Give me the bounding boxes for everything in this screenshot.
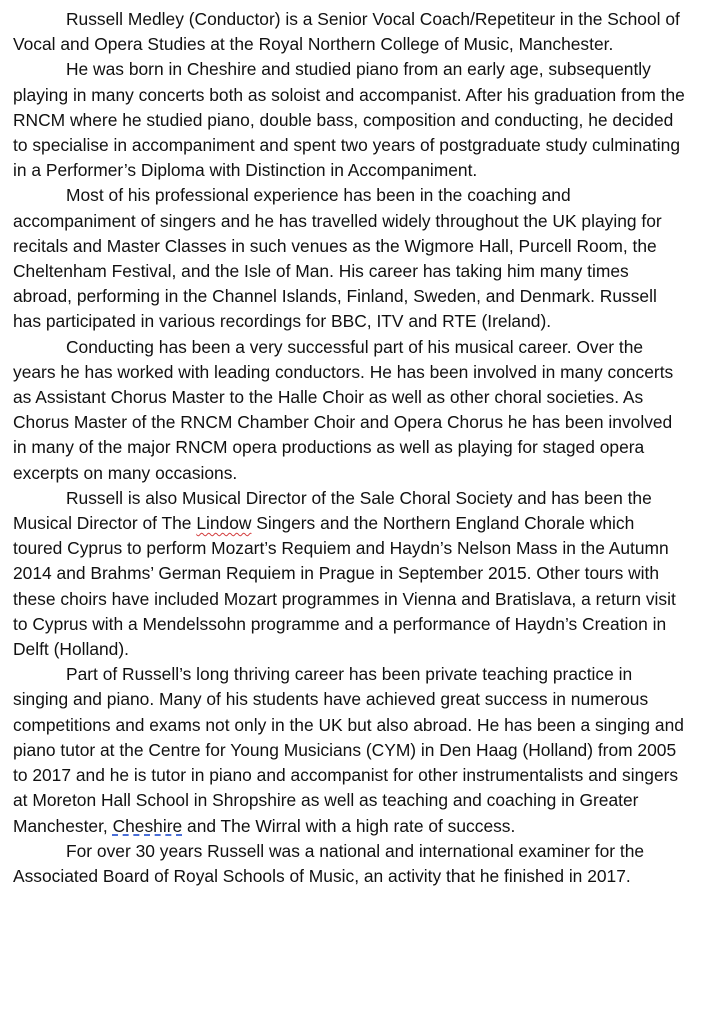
paragraph-5-text-a: Russell is also Musical Director of the Sale Choral Society and has been the Musical Director of The <box>13 487 652 534</box>
paragraph-5 <box>13 486 688 662</box>
paragraph-3: Most of his professional experience has been in the coaching and accompaniment of singers and he has travelled widely throughout the UK playing for recitals and Master Classes in such venues as the Wigmore Hall, Purcell Room, the Cheltenham Festival, and the Isle of Man. His career has taking him many times abroad, performing in the Channel Islands, Finland, Sweden, and Denmark. Russell has participated in various recordings for BBC, ITV and RTE (Ireland). <box>13 185 662 332</box>
paragraph-7: For over 30 years Russell was a national and international examiner for the Associated Board of Royal Schools of Music, an activity that he finished in 2017. <box>13 840 645 886</box>
paragraph-1: Russell Medley (Conductor) is a Senior Vocal Coach/Repetiteur in the School of Vocal and Opera Studies at the Royal Northern College of Music, Manchester. <box>13 9 680 55</box>
paragraph-6-text-b: and The Wirral with a high rate of success. <box>182 815 516 836</box>
grammar-flagged-word[interactable]: Cheshire <box>112 815 183 836</box>
paragraph-6 <box>13 662 688 838</box>
paragraph-2: He was born in Cheshire and studied piano from an early age, subsequently playing in many concerts both as soloist and accompanist. After his graduation from the RNCM where he studied piano, double bass, composition and conducting, he decided to specialise in accompaniment and spent two years of postgraduate study culminating in a Performer’s Diploma with Distinction in Accompaniment. <box>13 59 685 181</box>
paragraph-6-text-a: Part of Russell’s long thriving career has been private teaching practice in singing and piano. Many of his students have achieved great success in numerous competitions and exams not only in the UK but also abroad. He has been a singing and piano tutor at the Centre for Young Musicians (CYM) in Den Haag (Holland) from 2005 to 2017 and he is tutor in piano and accompanist for other instrumentalists and singers at Moreton Hall School in Shropshire as well as teaching and coaching in Greater Manchester, <box>13 664 684 836</box>
paragraph-4: Conducting has been a very successful part of his musical career. Over the years he has worked with leading conductors. He has been involved in many concerts as Assistant Chorus Master to the Halle Choir as well as other choral societies. As Chorus Master of the RNCM Chamber Choir and Opera Chorus he has been involved in many of the major RNCM opera productions as well as playing for staged opera excerpts on many occasions. <box>13 336 674 483</box>
paragraph-5-text-b: Singers and the Northern England Chorale which toured Cyprus to perform Mozart’s Requiem and Haydn’s Nelson Mass in the Autumn 2014 and Brahms’ German Requiem in Prague in September 2015. Other tours with these choirs have included Mozart programmes in Vienna and Bratislava, a return visit to Cyprus with a Mendelssohn programme and a performance of Haydn’s Creation in Delft (Holland). <box>13 513 676 660</box>
spelling-flagged-word[interactable]: Lindow <box>196 513 252 534</box>
